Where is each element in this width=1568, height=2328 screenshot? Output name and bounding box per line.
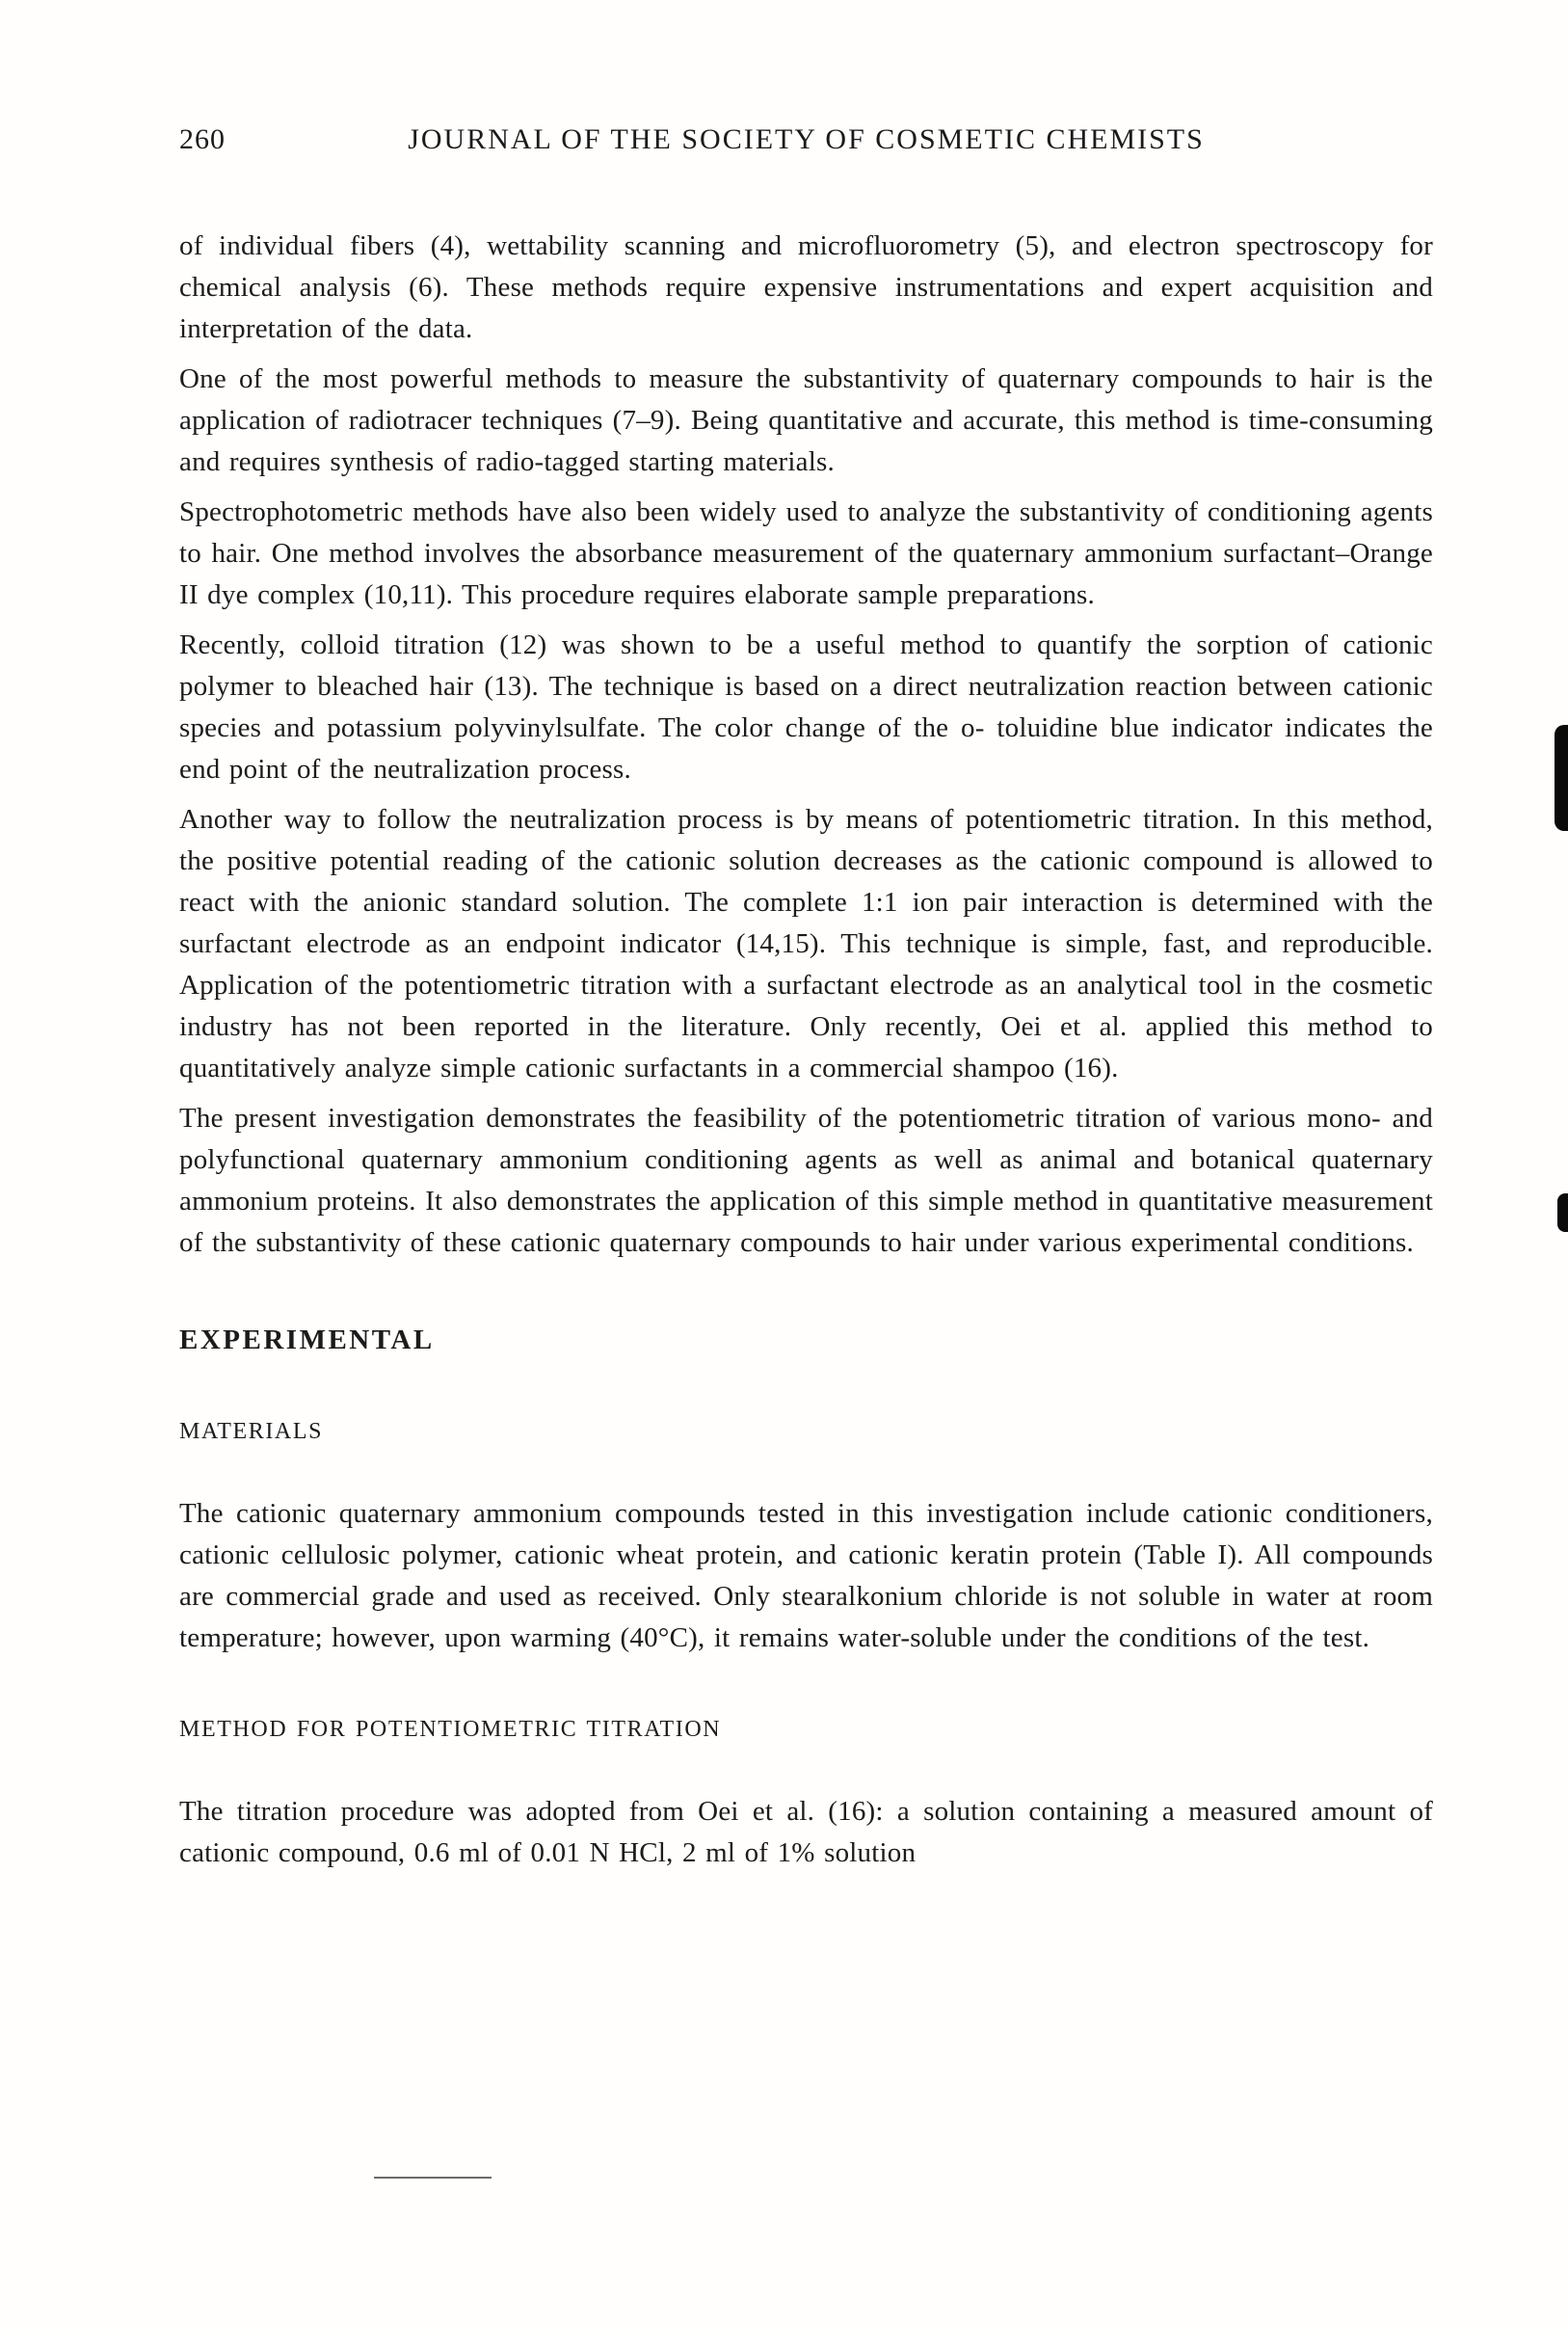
paragraph-titration-procedure: The titration procedure was adopted from Oei et al. (16): a solution containing a measured amount of cationic compound, 0.6 ml of 0.01 N HCl, 2 ml of 1% solution	[179, 1796, 1433, 1868]
footnote-rule	[374, 2177, 492, 2179]
paragraph-potentiometric-titration: Another way to follow the neutralization process is by means of potentiometric titration. In this method, the positive potential reading of the cationic solution decreases as the cationic compound is allowed to react with the anionic standard solution. The complete 1:1 ion pair interaction is determined with the surfactant electrode as an endpoint indicator (14,15). This technique is simple, fast, and reproducible. Application of the potentiometric titration with a surfactant electrode as an analytical tool in the cosmetic industry has not been reported in the literature. Only recently, Oei et al. applied this method to quantitatively analyze simple cationic surfactants in a commercial shampoo (16).	[179, 804, 1433, 1084]
page-number: 260	[179, 123, 226, 155]
scan-artifact-ink-mark-upper	[1555, 725, 1568, 831]
subsection-heading-method-for-potentiometric-titration: METHOD FOR POTENTIOMETRIC TITRATION	[179, 1717, 722, 1742]
article-body	[179, 226, 1433, 1883]
page-header	[179, 123, 1433, 162]
paragraph-materials: The cationic quaternary ammonium compounds tested in this investigation include cationic conditioners, cationic cellulosic polymer, cationic wheat protein, and cationic keratin protein (Table I). All compounds are commercial grade and used as received. Only stearalkonium chloride is not soluble in water at room temperature; however, upon warming (40°C), it remains water-soluble under the conditions of the test.	[179, 1498, 1433, 1653]
journal-title: JOURNAL OF THE SOCIETY OF COSMETIC CHEMISTS	[408, 123, 1205, 155]
section-heading-experimental: EXPERIMENTAL	[179, 1325, 435, 1355]
paragraph-radiotracer: One of the most powerful methods to measure the substantivity of quaternary compounds to hair is the application of radiotracer techniques (7–9). Being quantitative and accurate, this method is time-consuming and requires synthesis of radio-tagged starting materials.	[179, 363, 1433, 477]
subsection-heading-materials: MATERIALS	[179, 1419, 324, 1444]
paragraph-present-investigation: The present investigation demonstrates the feasibility of the potentiometric titration of various mono- and polyfunctional quaternary ammonium conditioning agents as well as animal and botanical quaternary ammonium proteins. It also demonstrates the application of this simple method in quantitative measurement of the substantivity of these cationic quaternary compounds to hair under various experimental conditions.	[179, 1103, 1433, 1258]
paragraph-fiber-methods: of individual fibers (4), wettability scanning and microfluorometry (5), and electron spectroscopy for chemical analysis (6). These methods require expensive instrumentations and expert acquisition and interpretation of the data.	[179, 230, 1433, 344]
paragraph-colloid-titration: Recently, colloid titration (12) was shown to be a useful method to quantify the sorption of cationic polymer to bleached hair (13). The technique is based on a direct neutralization reaction between cationic species and potassium polyvinylsulfate. The color change of the o- toluidine blue indicator indicates the end point of the neutralization process.	[179, 629, 1433, 785]
paragraph-spectrophotometric: Spectrophotometric methods have also been widely used to analyze the substantivity of conditioning agents to hair. One method involves the absorbance measurement of the quaternary ammonium surfactant–Orange II dye complex (10,11). This procedure requires elaborate sample preparations.	[179, 496, 1433, 610]
scan-artifact-ink-mark-lower	[1557, 1193, 1568, 1232]
